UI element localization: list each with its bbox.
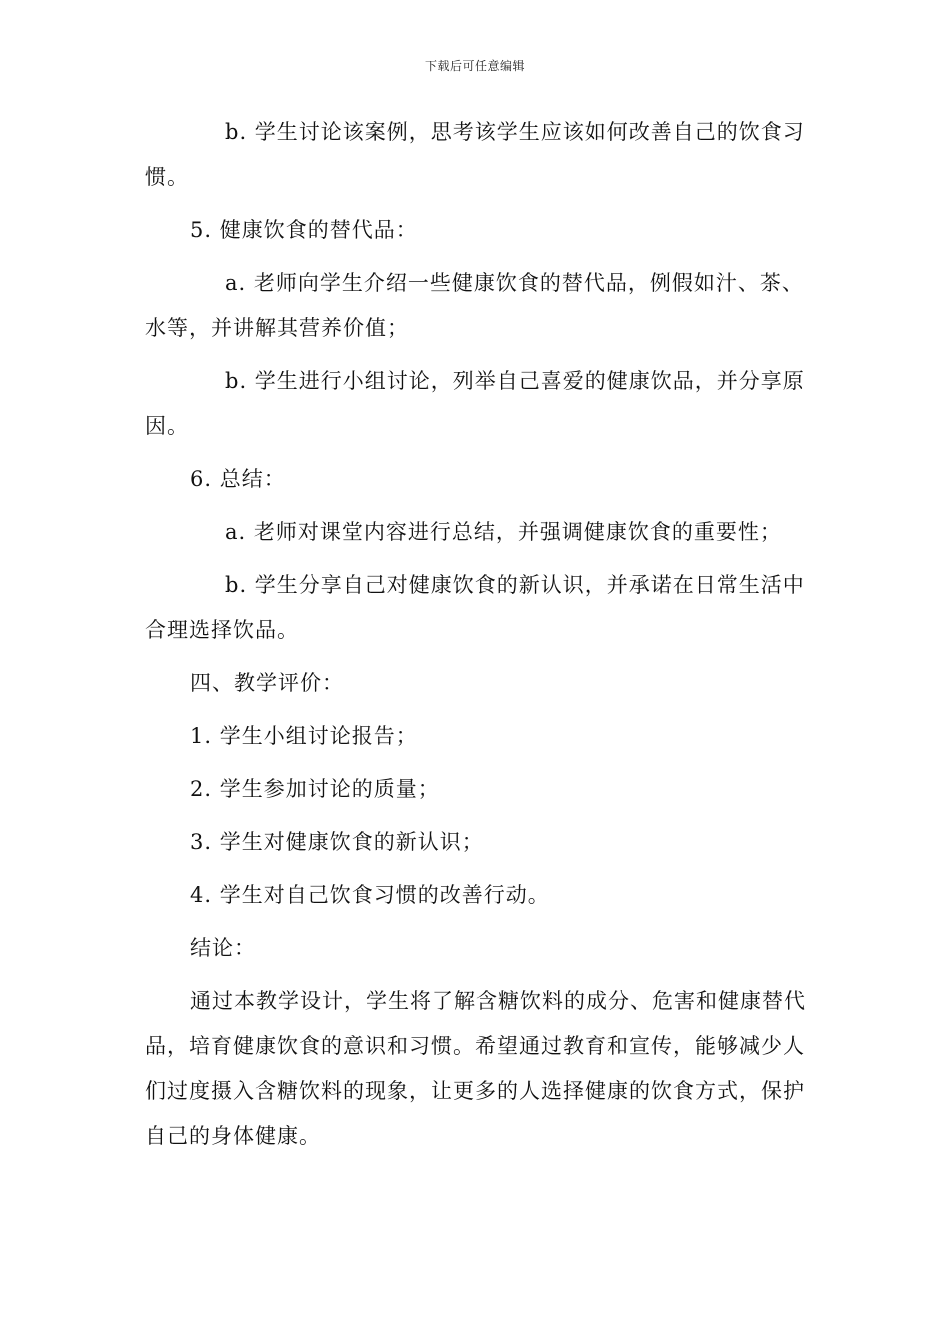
- section-heading-conclusion: 结论：: [190, 936, 256, 960]
- paragraph-teacher-alternatives: a. 老师向学生介绍一些健康饮食的替代品，例假如汁、茶、水等，并讲解其营养价值；: [145, 271, 804, 340]
- paragraph-student-drinks: b. 学生进行小组讨论，列举自己喜爱的健康饮品，并分享原因。: [145, 369, 805, 438]
- paragraph-teacher-summary: a. 老师对课堂内容进行总结，并强调健康饮食的重要性；: [225, 520, 782, 544]
- evaluation-item-1: 1. 学生小组讨论报告；: [190, 724, 418, 748]
- document-body: [145, 110, 813, 1159]
- paragraph-case-discussion: b. 学生讨论该案例，思考该学生应该如何改善自己的饮食习惯。: [145, 120, 805, 189]
- section-heading-summary: 6. 总结：: [190, 467, 286, 491]
- section-heading-evaluation: 四、教学评价：: [190, 671, 344, 695]
- section-heading-alternatives: 5. 健康饮食的替代品：: [190, 218, 418, 242]
- page-header: 下载后可任意编辑: [424, 59, 525, 73]
- evaluation-item-3: 3. 学生对健康饮食的新认识；: [190, 830, 484, 854]
- evaluation-item-2: 2. 学生参加讨论的质量；: [190, 777, 440, 801]
- paragraph-student-share: b. 学生分享自己对健康饮食的新认识，并承诺在日常生活中合理选择饮品。: [145, 573, 805, 642]
- paragraph-conclusion: 通过本教学设计，学生将了解含糖饮料的成分、危害和健康替代品，培育健康饮食的意识和习惯。希望通过教育和宣传，能够减少人们过度摄入含糖饮料的现象，让更多的人选择健康的饮食方式，保护自己的身体健康。: [145, 989, 806, 1148]
- evaluation-item-4: 4. 学生对自己饮食习惯的改善行动。: [190, 883, 550, 907]
